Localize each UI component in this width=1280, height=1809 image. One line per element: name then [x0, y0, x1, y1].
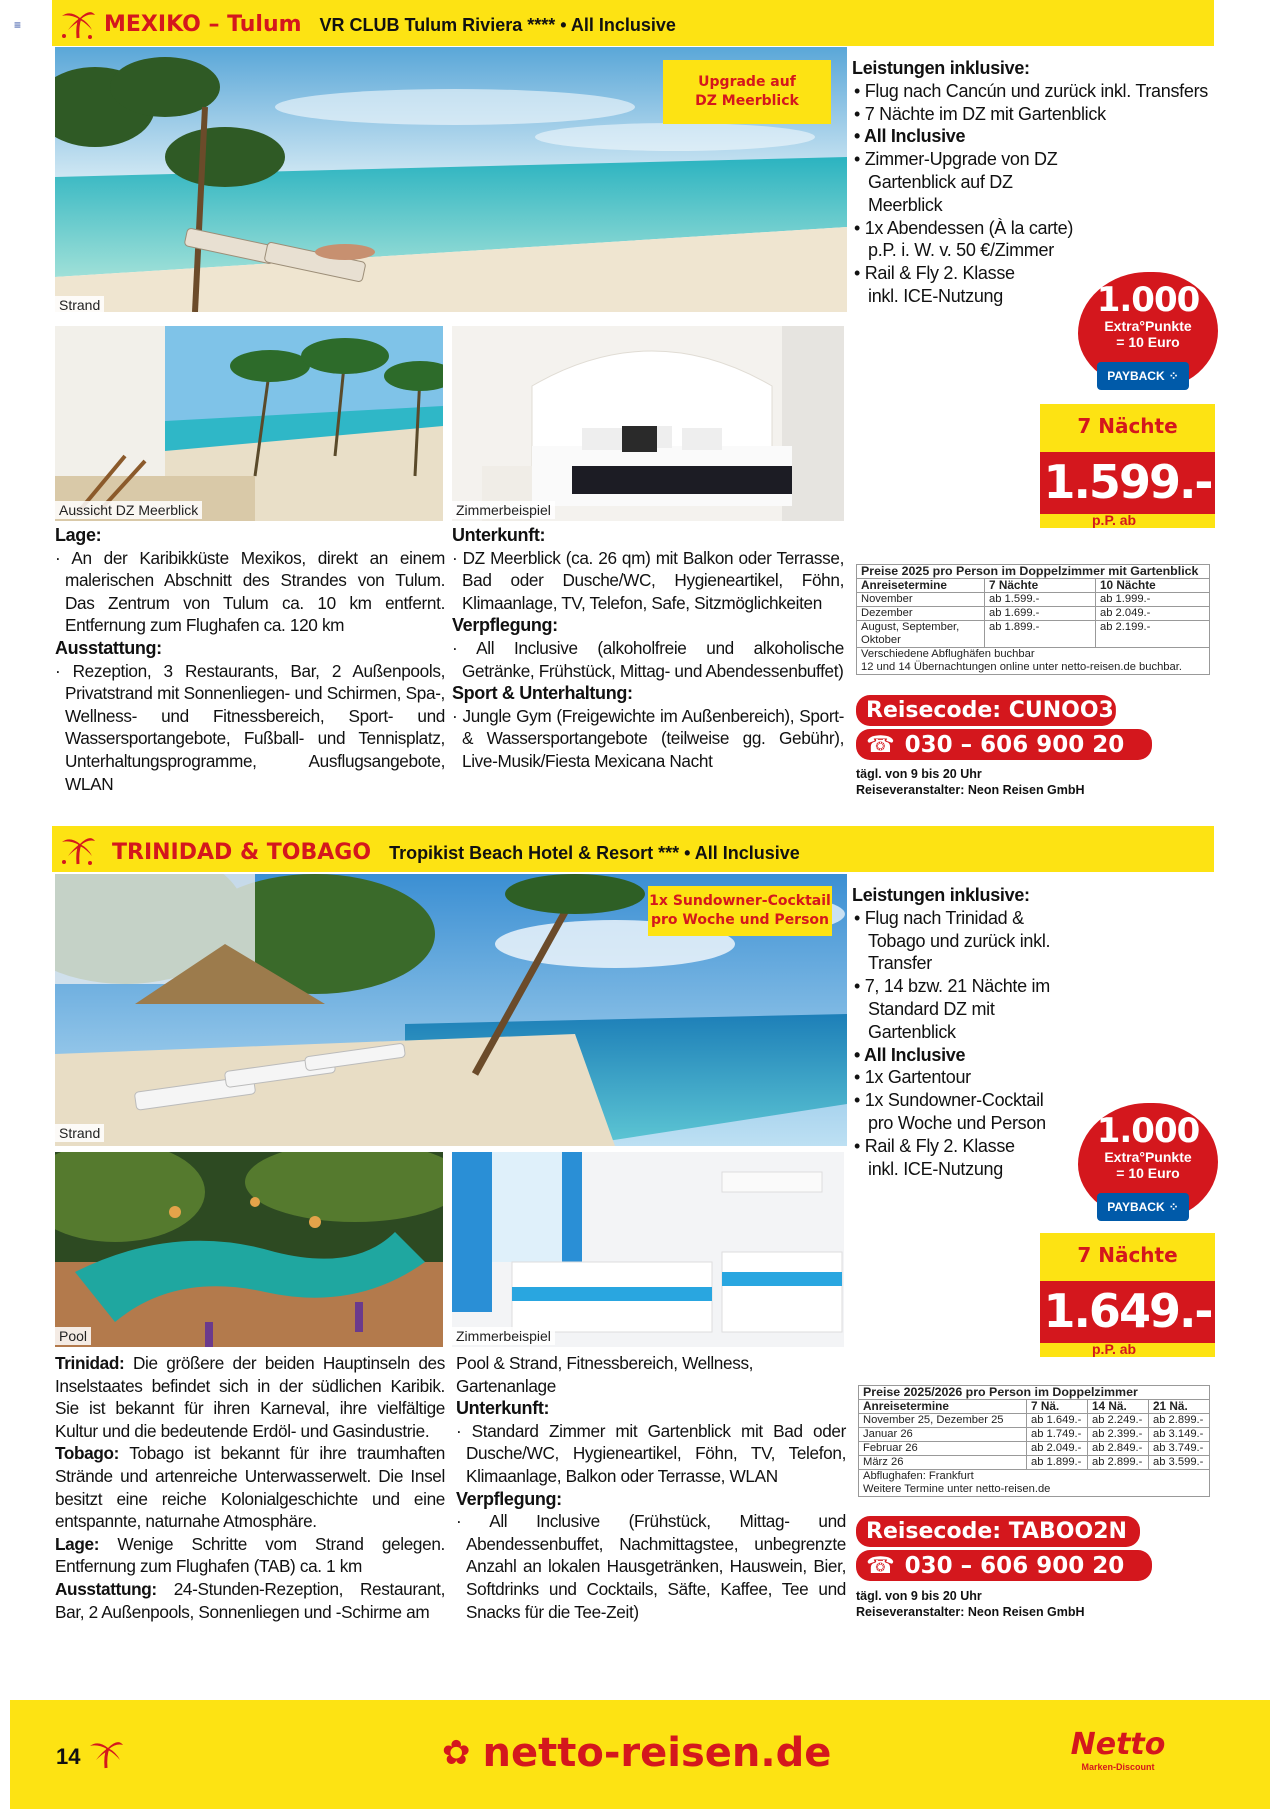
table-title: Preise 2025/2026 pro Person im Doppelzimmer [859, 1386, 1210, 1400]
offer2-verpflegung-text: · All Inclusive (Frühstück, Mittag- und Abendessenbuffet, Nachmittagstee, unbegrenzte Anzahl an lokalen Hausgetränken, Hauswein, Bier, Softdrinks und Cocktails, Säfte, Kaffee, Tee und Snacks für die Tee-Zeit) [456, 1511, 846, 1622]
offer2-trinidad: Trinidad: Die größere der beiden Hauptinseln des Inselstaates befindet sich in der südlichen Karibik. Sie ist bekannt für ihren Karneval, ihre vielfältige Kultur und die bedeutende Erdöl- und Gasindustrie. [55, 1353, 445, 1441]
list-item: • 1x Gartentour [854, 1067, 971, 1088]
offer2-points-badge: 1.000 Extra°Punkte = 10 Euro [1078, 1103, 1218, 1221]
offer2-caption-beach: Strand [55, 1124, 104, 1142]
offer1-price: 1.599.- [1040, 452, 1215, 514]
offer1-caption-seaview: Aussicht DZ Meerblick [55, 501, 202, 519]
palm-icon [60, 6, 96, 40]
offer2-price-suffix: p.P. ab [1092, 1341, 1137, 1357]
list-item: • 1x Abendessen (À la carte) p.P. i. W. v. 50 €/Zimmer [854, 217, 1074, 261]
offer2-price: 1.649.- [1040, 1281, 1215, 1343]
offer1-header [104, 12, 676, 37]
table-row: August, September, Oktober ab 1.899.- ab 2.199.- [857, 621, 1210, 648]
table-row: Februar 26 ab 2.049.- ab 2.849.- ab 3.749.- [859, 1442, 1210, 1456]
phone-icon: ☎ [866, 731, 895, 758]
offer2-services-heading: Leistungen inklusive: [852, 885, 1030, 905]
offer2-phone[interactable]: ☎ 030 – 606 900 20 [856, 1550, 1152, 1581]
offer1-price-box [1040, 404, 1215, 528]
list-item: • Zimmer-Upgrade von DZ Gartenblick auf DZ Meerblick [854, 149, 1058, 215]
offer2-room-photo [452, 1152, 844, 1347]
offer1-destination: MEXIKO – Tulum [104, 12, 302, 37]
offer2-destination: TRINIDAD & TOBAGO [112, 840, 372, 865]
table-row: Januar 26 ab 1.749.- ab 2.399.- ab 3.149.- [859, 1428, 1210, 1442]
offer1-hours: tägl. von 9 bis 20 Uhr [856, 767, 982, 781]
site-logo[interactable]: ✿ netto-reisen.de [442, 1730, 832, 1776]
list-item: • Flug nach Cancún und zurück inkl. Transfers [854, 80, 1208, 101]
list-item: • Rail & Fly 2. Klasse inkl. ICE-Nutzung [854, 263, 1015, 306]
table-row: März 26 ab 1.899.- ab 2.899.- ab 3.599.- [859, 1456, 1210, 1470]
offer1-ausstattung-text: · Rezeption, 3 Restaurants, Bar, 2 Außenpools, Privatstrand mit Sonnenliegen- und Schirmen, Spa-, Wellness- und Fitnessbereich, Sport- und Wassersportangebote, Fußball- und Tennisplatz, Unterhaltungsprogramme, Ausflugsangebote, WLAN [55, 660, 445, 794]
list-item: • 1x Sundowner-Cocktail pro Woche und Person [854, 1090, 1046, 1133]
offer2-operator: Reiseveranstalter: Neon Reisen GmbH [856, 1605, 1085, 1619]
offer2-reisecode: Reisecode: TABOO2N [856, 1516, 1140, 1547]
payback-logo: PAYBACK ⁘ [1097, 362, 1189, 390]
offer2-left-text [55, 1352, 445, 1623]
offer2-pool-photo [55, 1152, 443, 1347]
offer2-hours: tägl. von 9 bis 20 Uhr [856, 1589, 982, 1603]
table-title: Preise 2025 pro Person im Doppelzimmer mit Gartenblick [857, 565, 1210, 579]
offer2-price-table: Preise 2025/2026 pro Person im Doppelzimmer Anreisetermine 7 Nä. 14 Nä. 21 Nä. November 25, Dezember 25 ab 1.649.- ab 2.249.- ab 2.899.- Januar 26 ab 1.749.- ab 2.399.- ab 3.149.- Februar 26 ab 2.049.- ab 2.849.- ab 3.749.- März 26 ab 1.899.- ab 2.899.- ab 3.599.- Abflughafen: Frankfurt Weitere Termine unter netto-reisen.de [858, 1385, 1210, 1497]
offer1-verpflegung-heading: Verpflegung: [452, 615, 558, 636]
offer1-services [852, 57, 1242, 308]
offer2-nights: 7 Nächte [1077, 1243, 1178, 1267]
side-menu-marker: ≡ [14, 18, 22, 32]
table-row: November ab 1.599.- ab 1.999.- [857, 593, 1210, 607]
offer1-hotel: VR CLUB Tulum Riviera **** • All Inclusive [319, 15, 676, 35]
offer2-hotel: Tropikist Beach Hotel & Resort *** • All Inclusive [389, 843, 800, 863]
offer2-caption-pool: Pool [55, 1327, 91, 1345]
table-row: Dezember ab 1.699.- ab 2.049.- [857, 607, 1210, 621]
list-item: • Rail & Fly 2. Klasse inkl. ICE-Nutzung [854, 1135, 1015, 1179]
offer1-seaview-photo [55, 326, 443, 521]
offer1-unterkunft-text: · DZ Meerblick (ca. 26 qm) mit Balkon oder Terrasse, Bad oder Dusche/WC, Hygieneartikel, Föhn, Klimaanlage, TV, Telefon, Safe, Sitzmöglichkeiten [452, 547, 844, 613]
offer1-operator: Reiseveranstalter: Neon Reisen GmbH [856, 783, 1085, 797]
offer2-price-box [1040, 1233, 1215, 1357]
offer2-ausstattung: Ausstattung: 24-Stunden-Rezeption, Restaurant, Bar, 2 Außenpools, Sonnenliegen und -Schirme am [55, 1578, 445, 1622]
offer2-unterkunft-heading: Unterkunft: [456, 1398, 550, 1419]
list-item: • Flug nach Trinidad & Tobago und zurück inkl. Transfer [854, 907, 1051, 974]
list-item: • 7, 14 bzw. 21 Nächte im Standard DZ mit Gartenblick [854, 976, 1050, 1042]
table-row: November 25, Dezember 25 ab 1.649.- ab 2.249.- ab 2.899.- [859, 1414, 1210, 1428]
list-item: • All Inclusive [854, 126, 966, 147]
page-number: 14 [56, 1744, 81, 1769]
payback-dots-icon: ⁘ [1168, 1200, 1179, 1214]
offer1-points-badge: 1.000 Extra°Punkte = 10 Euro [1078, 272, 1218, 390]
offer1-caption-room: Zimmerbeispiel [452, 501, 555, 519]
offer1-price-table: Preise 2025 pro Person im Doppelzimmer mit Gartenblick Anreisetermine 7 Nächte 10 Nächte November ab 1.599.- ab 1.999.- Dezember ab 1.699.- ab 2.049.- August, September, Oktober ab 1.899.- ab 2.199.- Verschiedene Abflughäfen buchbar 12 und 14 Übernachtungen online unter netto-reisen.de buchbar. [856, 564, 1210, 675]
offer1-verpflegung-text: · All Inclusive (alkoholfreie und alkoholische Getränke, Frühstück, Mittag- und Abendessenbuffet) [452, 637, 844, 681]
phone-icon: ☎ [866, 1552, 895, 1579]
offer2-sticker: 1x Sundowner-Cocktail pro Woche und Person [648, 886, 832, 936]
payback-logo: PAYBACK ⁘ [1097, 1193, 1189, 1221]
offer1-sport-text: · Jungle Gym (Freigewichte im Außenbereich), Sport- & Wassersportangebote (teilweise gg. Gebühr), Live-Musik/Fiesta Mexicana Nacht [452, 705, 844, 771]
offer2-header [112, 840, 800, 865]
netto-logo: Netto Marken-Discount [1070, 1727, 1166, 1772]
offer1-unterkunft-heading: Unterkunft: [452, 525, 546, 545]
offer1-nights: 7 Nächte [1077, 414, 1178, 438]
offer2-right-text [456, 1352, 846, 1623]
offer1-caption-beach: Strand [55, 296, 104, 314]
palm-icon [60, 832, 96, 866]
palm-icon [88, 1736, 124, 1770]
offer2-tobago: Tobago: Tobago ist bekannt für ihre traumhaften Strände und artenreiche Unterwasserwelt. Die Insel besitzt eine reiche Kolonialgeschichte und eine entspannte, naturnahe Atmosphäre. [55, 1443, 445, 1532]
offer2-ausstattung-cont: Pool & Strand, Fitnessbereich, Wellness, Gartenanlage [456, 1353, 754, 1396]
netto-reisen-icon: ✿ [442, 1733, 471, 1773]
offer1-price-suffix: p.P. ab [1092, 512, 1137, 528]
offer1-right-text [452, 524, 844, 773]
offer1-phone[interactable]: ☎ 030 – 606 900 20 [856, 729, 1152, 760]
offer2-lage: Lage: Wenige Schritte vom Strand gelegen. Entfernung zum Flughafen (TAB) ca. 1 km [55, 1533, 445, 1577]
offer1-sport-heading: Sport & Unterhaltung: [452, 683, 633, 704]
payback-dots-icon: ⁘ [1168, 369, 1179, 383]
list-item: • 7 Nächte im DZ mit Gartenblick [854, 103, 1106, 124]
offer1-lage-text: · An der Karibikküste Mexikos, direkt an einem malerischen Abschnitt des Strandes von Tulum. Das Zentrum von Tulum ca. 10 km entfernt. Entfernung zum Flughafen ca. 120 km [55, 547, 445, 636]
offer2-unterkunft-text: · Standard Zimmer mit Gartenblick mit Bad oder Dusche/WC, Hygieneartikel, Föhn, TV, Telefon, Klimaanlage, Balkon oder Terrasse, WLAN [456, 1420, 846, 1486]
offer1-reisecode: Reisecode: CUNOO3N [856, 695, 1116, 726]
offer1-lage-heading: Lage: [55, 525, 102, 545]
offer1-room-photo [452, 326, 844, 521]
offer2-caption-room: Zimmerbeispiel [452, 1327, 555, 1345]
list-item: • All Inclusive [854, 1044, 966, 1065]
offer1-ausstattung-heading: Ausstattung: [55, 637, 162, 658]
offer1-left-text [55, 524, 445, 795]
offer1-sticker: Upgrade auf DZ Meerblick [663, 60, 831, 124]
offer2-verpflegung-heading: Verpflegung: [456, 1488, 562, 1509]
offer1-services-heading: Leistungen inklusive: [852, 58, 1030, 78]
